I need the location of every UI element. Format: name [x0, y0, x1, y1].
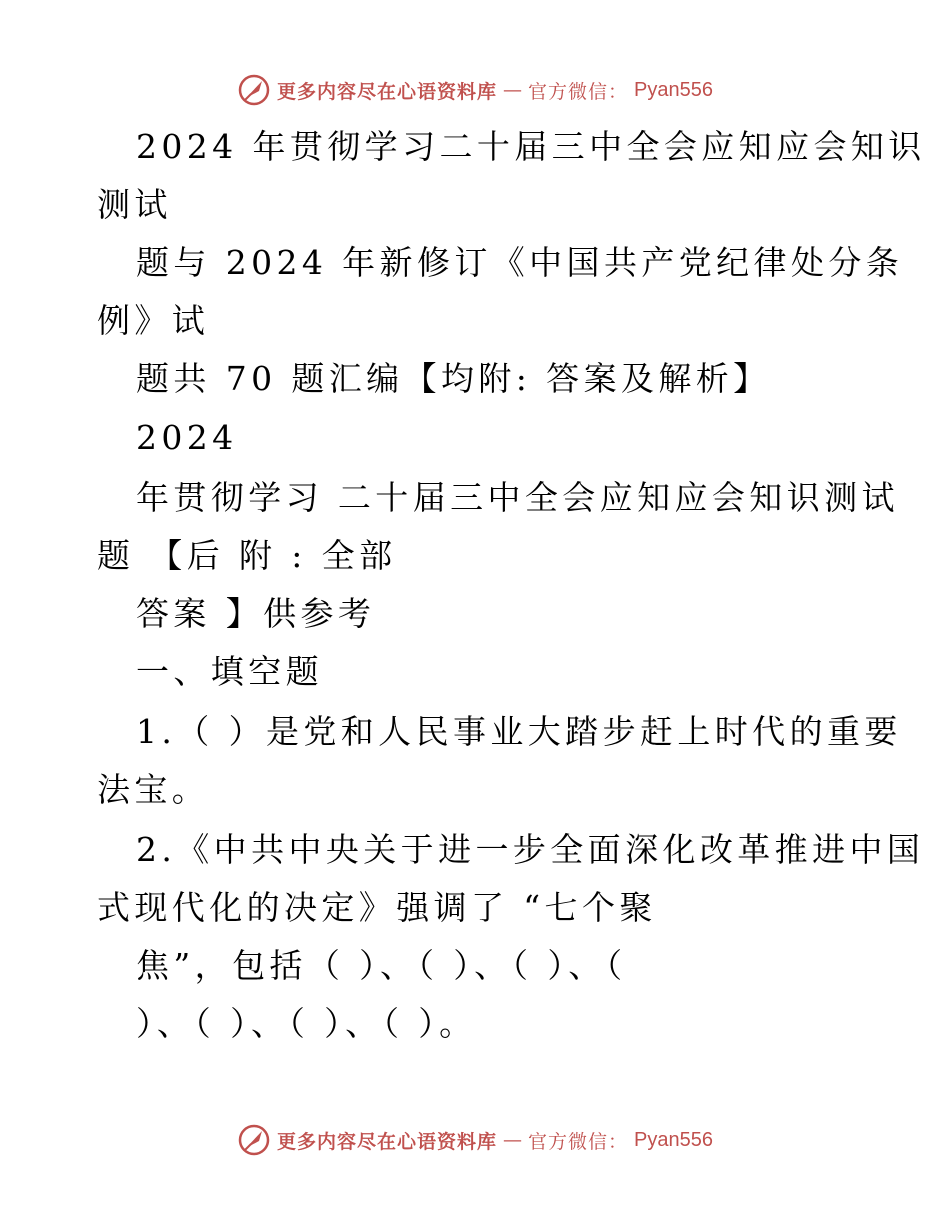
title-line-1: 2024 年贯彻学习二十届三中全会应知应会知识	[136, 127, 926, 166]
title-line-3: 题与 2024 年新修订《中国共产党纪律处分条	[136, 243, 904, 282]
footer-wechat-label: 官方微信：	[528, 1130, 629, 1153]
section-heading: 一、填空题	[136, 652, 323, 691]
subtitle-line-2: 年贯彻学习 二十届三中全会应知应会知识测试	[136, 478, 899, 517]
header-wechat-id: Pyan556	[634, 78, 713, 101]
question-2-line-3: 焦”，包括（ ）、（ ）、（ ）、（	[136, 946, 627, 985]
title-line-4: 例》试	[97, 301, 210, 340]
title-line-2: 测试	[97, 185, 172, 224]
header-separator: —	[503, 79, 523, 101]
question-1-line-2: 法宝。	[97, 770, 210, 809]
question-2-line-1: 2.《中共中央关于进一步全面深化改革推进中国	[136, 830, 925, 869]
subtitle-line-1: 2024	[136, 418, 238, 457]
footer-site-name: 更多内容尽在心语资料库	[277, 1130, 498, 1153]
header-site-name: 更多内容尽在心语资料库	[277, 80, 498, 103]
footer-banner	[0, 1120, 950, 1160]
question-1-line-1: 1.（ ）是党和人民事业大踏步赶上时代的重要	[136, 712, 902, 751]
quill-logo-icon	[237, 1123, 271, 1157]
question-2-line-2: 式现代化的决定》强调了 “七个聚	[97, 888, 657, 927]
footer-separator: —	[503, 1129, 523, 1151]
footer-wechat-id: Pyan556	[634, 1128, 713, 1151]
subtitle-line-4: 答案 】供参考	[136, 594, 376, 633]
header-wechat-label: 官方微信：	[528, 80, 629, 103]
subtitle-line-3: 题 【后 附 : 全部	[97, 536, 397, 575]
title-line-5: 题共 70 题汇编【均附: 答案及解析】	[136, 359, 771, 398]
question-2-line-4: ）、（ ）、（ ）、（ ）。	[136, 1004, 477, 1043]
